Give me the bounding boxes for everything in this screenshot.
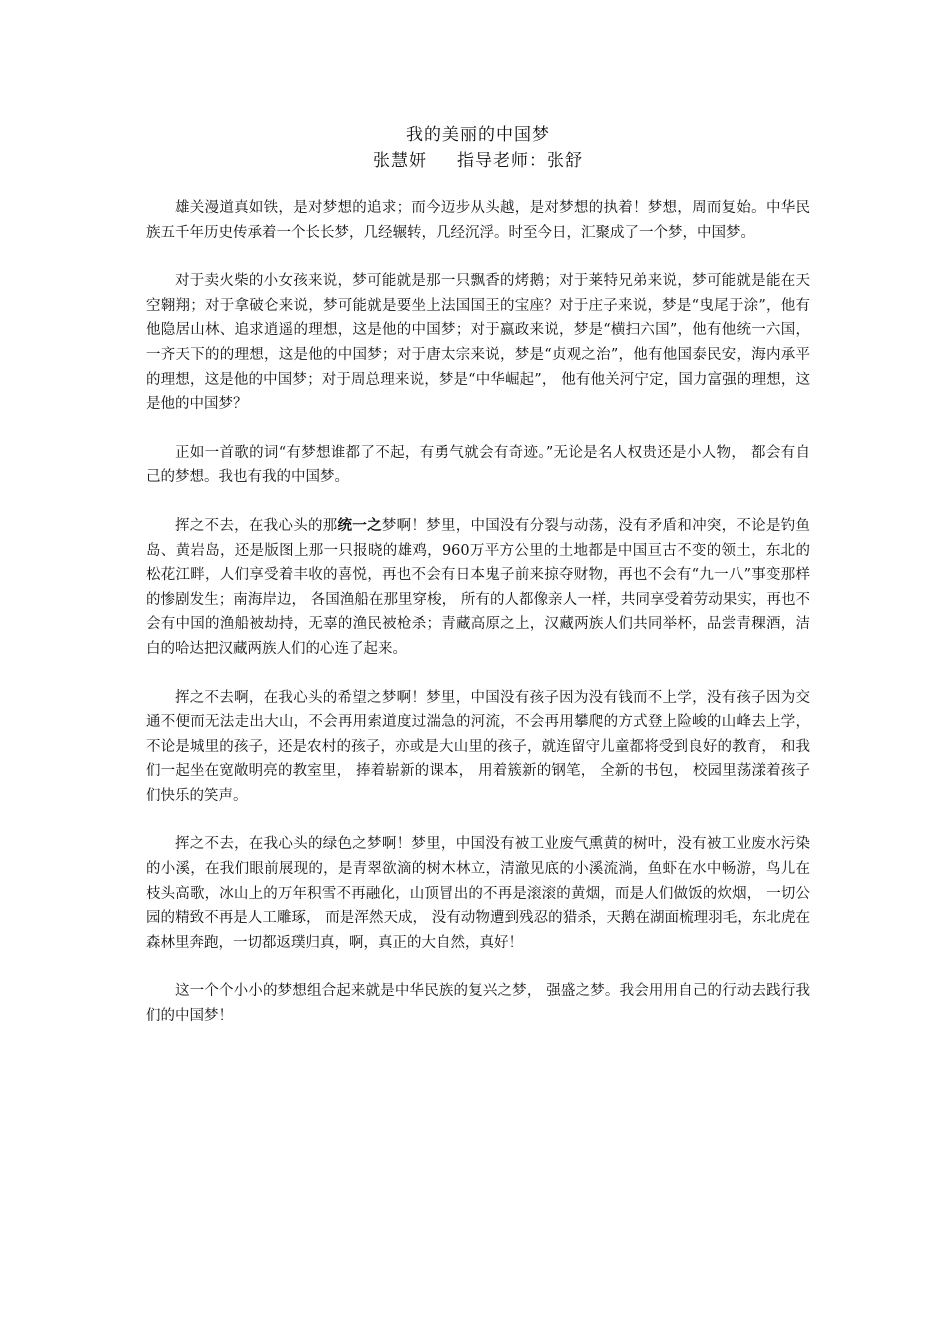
paragraph-4-bold-text: 统一之 bbox=[337, 516, 382, 534]
advisor-name: 指导老师：张舒 bbox=[457, 151, 583, 171]
paragraph-6: 挥之不去，在我心头的绿色之梦啊！梦里，中国没有被工业废气熏黄的树叶，没有被工业废水污染的小溪，在我们眼前展现的，是青翠欲滴的树木林立，清澈见底的小溪流淌，鱼虾在水中畅游，鸟儿在枝头高歌，冰山上的万年积雪不再融化，山顶冒出的不再是滚滚的黄烟，而是人们做饭的炊烟， 一切公园的精致不再是人工雕琢， 而是浑然天成， 没有动物遭到残忍的猎杀，天鹅在湖面梳理羽毛，东北虎在森林里奔跑，一切都返璞归真，啊，真正的大自然，真好！ bbox=[146, 836, 810, 951]
paragraph-2: 对于卖火柴的小女孩来说，梦可能就是那一只飘香的烤鹅；对于莱特兄弟来说，梦可能就是能在天空翱翔；对于拿破仑来说，梦可能就是要坐上法国国王的宝座？对于庄子来说，梦是“曳尾于涂”，他有他隐居山林、追求逍遥的理想，这是他的中国梦；对于嬴政来说，梦是“横扫六国”，他有他统一六国，一齐天下的的理想，这是他的中国梦；对于唐太宗来说，梦是“贞观之治”，他有他国泰民安，海内承平的理想，这是他的中国梦；对于周总理来说，梦是“中华崛起”， 他有他关河宁定，国力富强的理想，这是他的中国梦？ bbox=[146, 273, 810, 413]
paragraph-4-text-end: 梦啊！梦里，中国没有分裂与动荡，没有矛盾和冲突，不论是钓鱼岛、黄岩岛，还是版图上那一只报晓的雄鸡，960万平方公里的土地都是中国亘古不变的领土，东北的松花江畔，人们享受着丰收的喜悦，再也不会有日本鬼子前来掠夺财物，再也不会有“九一八”事变那样的惨剧发生；南海岸边， 各国渔船在那里穿梭， 所有的人都像亲人一样，共同享受着劳动果实，再也不会有中国的渔船被劫持，无辜的渔民被枪杀；青藏高原之上，汉藏两族人们共同举杯，品尝青稞酒，洁白的哈达把汉藏两族人们的心连了起来。 bbox=[146, 517, 811, 657]
byline bbox=[146, 148, 810, 174]
document-title: 我的美丽的中国梦 bbox=[406, 125, 550, 145]
paragraph-4 bbox=[146, 514, 810, 662]
paragraph-1: 雄关漫道真如铁，是对梦想的追求；而今迈步从头越，是对梦想的执着！梦想，周而复始。中华民族五千年历史传承着一个长长梦，几经辗转，几经沉浮。时至今日，汇聚成了一个梦，中国梦。 bbox=[146, 200, 810, 241]
paragraph-7: 这一个个小小的梦想组合起来就是中华民族的复兴之梦， 强盛之梦。我会用用自己的行动去践行我们的中国梦！ bbox=[146, 983, 810, 1025]
paragraph-4-text-start: 挥之不去，在我心头的那 bbox=[175, 517, 338, 534]
paragraph-5: 挥之不去啊，在我心头的希望之梦啊！梦里，中国没有孩子因为没有钱而不上学，没有孩子因为交通不便而无法走出大山，不会再用索道度过湍急的河流，不会再用攀爬的方式登上险峻的山峰去上学，不论是城里的孩子，还是农村的孩子，亦或是大山里的孩子，就连留守儿童都将受到良好的教育， 和我们一起坐在宽敞明亮的教室里， 捧着崭新的课本， 用着簇新的钢笔， 全新的书包， 校园里荡漾着孩子们快乐的笑声。 bbox=[146, 689, 810, 804]
paragraph-3: 正如一首歌的词“有梦想谁都了不起，有勇气就会有奇迹。”无论是名人权贵还是小人物， 都会有自己的梦想。我也有我的中国梦。 bbox=[146, 444, 810, 486]
document-page bbox=[146, 122, 810, 1053]
author-name: 张慧妍 bbox=[373, 151, 427, 171]
